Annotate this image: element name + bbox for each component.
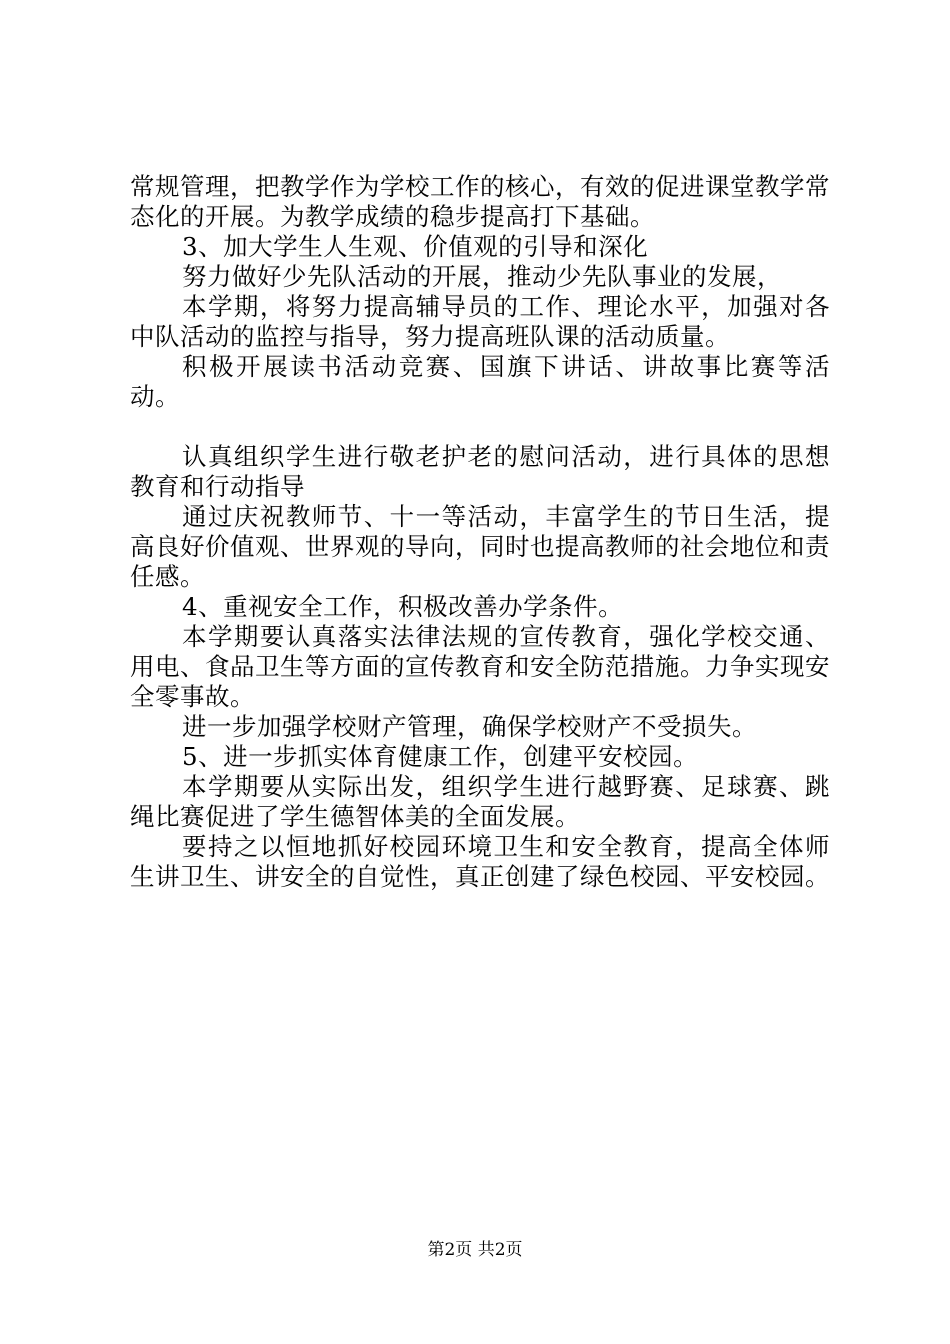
paragraph-10: 进一步加强学校财产管理，确保学校财产不受损失。: [182, 712, 757, 741]
paragraph-9: 本学期要认真落实法律法规的宣传教育，强化学校交通、用电、食品卫生等方面的宣传教育和安全防范措施。力争实现安全零事故。: [130, 622, 830, 711]
heading-section-5: 5、进一步抓实体育健康工作，创建平安校园。: [182, 742, 699, 771]
heading-section-4: 4、重视安全工作，积极改善办学条件。: [182, 592, 624, 621]
paragraph-5: 积极开展读书活动竞赛、国旗下讲话、讲故事比赛等活动。: [130, 352, 830, 411]
paragraph-1: 常规管理，把教学作为学校工作的核心，有效的促进课堂教学常态化的开展。为教学成绩的稳步提高打下基础。: [130, 172, 830, 231]
paragraph-12: 本学期要从实际出发，组织学生进行越野赛、足球赛、跳绳比赛促进了学生德智体美的全面发展。: [130, 772, 830, 831]
paragraph-4: 本学期，将努力提高辅导员的工作、理论水平，加强对各中队活动的监控与指导，努力提高班队课的活动质量。: [130, 292, 830, 351]
paragraph-7: 通过庆祝教师节、十一等活动，丰富学生的节日生活，提高良好价值观、世界观的导向，同时也提高教师的社会地位和责任感。: [130, 502, 830, 591]
paragraph-13: 要持之以恒地抓好校园环境卫生和安全教育，提高全体师生讲卫生、讲安全的自觉性，真正创建了绿色校园、平安校园。: [130, 832, 830, 891]
paragraph-gap: [130, 412, 830, 442]
heading-section-3: 3、加大学生人生观、价值观的引导和深化: [182, 232, 649, 261]
page-footer: 第2页 共2页: [427, 1240, 523, 1260]
paragraph-6: 认真组织学生进行敬老护老的慰问活动，进行具体的思想教育和行动指导: [130, 442, 830, 501]
document-body: [130, 172, 830, 892]
paragraph-3: 努力做好少先队活动的开展，推动少先队事业的发展，: [182, 262, 782, 291]
